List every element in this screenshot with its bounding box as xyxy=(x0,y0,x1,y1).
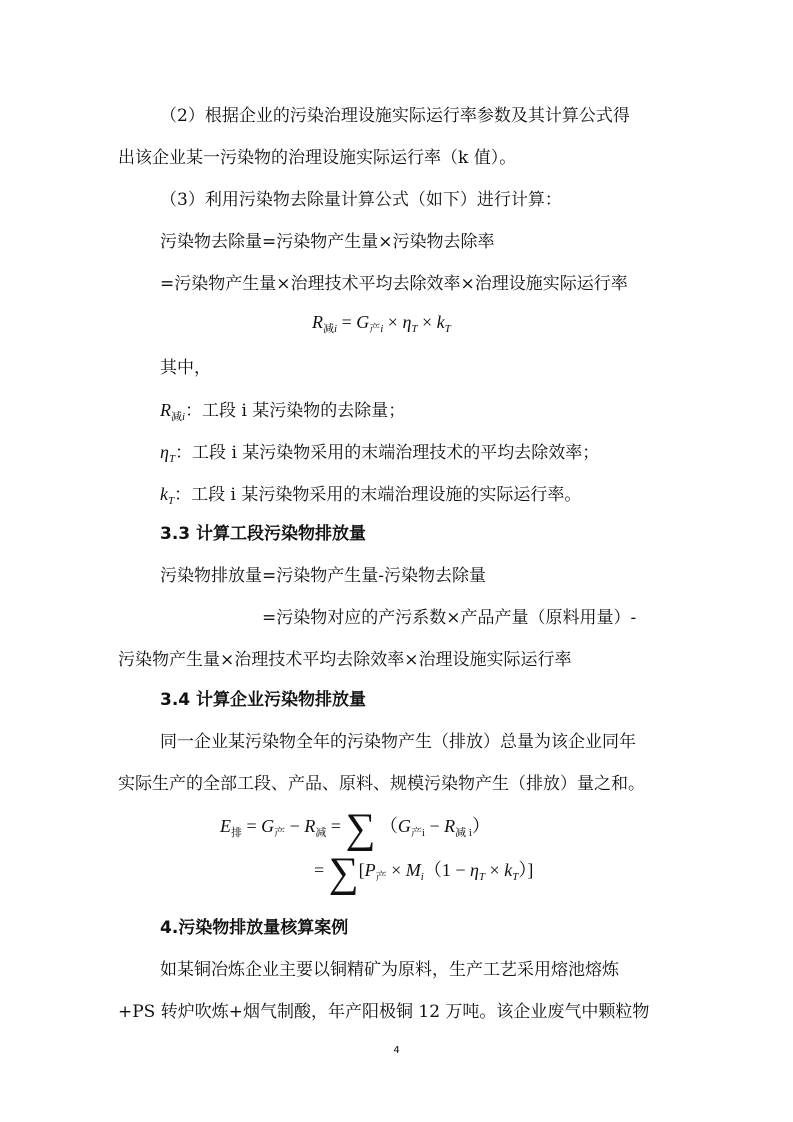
enterprise-formula-line2: = $\sum[P_产 \times M_i(1 - \eta_T \times k_T)]$ xyxy=(314,850,534,896)
case-line2: +PS 转炉吹炼+烟气制酸，年产阳极铜 12 万吨。该企业废气中颗粒物 xyxy=(118,1002,650,1022)
definition-eta: $\eta_T$：工段 i 某污染物采用的末端治理技术的平均去除效率； xyxy=(160,442,600,465)
step3-line: （3）利用污染物去除量计算公式（如下）进行计算： xyxy=(160,190,562,210)
removal-equation-1: 污染物去除量=污染物产生量×污染物去除率 xyxy=(160,232,495,252)
emission-equation-2: =污染物对应的产污系数×产品产量（原料用量）- xyxy=(262,608,637,628)
enterprise-line2: 实际生产的全部工段、产品、原料、规模污染物产生（排放）量之和。 xyxy=(118,774,645,794)
emission-equation-1: 污染物排放量=污染物产生量-污染物去除量 xyxy=(160,566,486,586)
where-label: 其中， xyxy=(160,358,211,378)
heading-4: 4.污染物排放量核算案例 xyxy=(160,918,349,938)
heading-3-3: 3.3 计算工段污染物排放量 xyxy=(160,524,367,544)
case-line1: 如某铜冶炼企业主要以铜精矿为原料，生产工艺采用熔池熔炼 xyxy=(160,960,619,980)
enterprise-formula-line1: $E_排 = G_产 - R_减$ = ∑ $(G_{产i} - R_{减 i})$ xyxy=(220,806,490,852)
definition-R: $R_{减i}$：工段 i 某污染物的去除量； xyxy=(160,400,406,423)
removal-formula: $R_{减i} = G_{产i} \times \eta_T \times k_T$ xyxy=(312,312,451,335)
enterprise-line1: 同一企业某污染物全年的污染物产生（排放）总量为该企业同年 xyxy=(160,732,636,752)
page-number: 4 xyxy=(393,1045,400,1056)
heading-3-4: 3.4 计算企业污染物排放量 xyxy=(160,690,367,710)
definition-k: $k_T$：工段 i 某污染物采用的末端治理设施的实际运行率。 xyxy=(160,484,582,507)
emission-equation-3: 污染物产生量×治理技术平均去除效率×治理设施实际运行率 xyxy=(118,650,572,670)
step2-line1: （2）根据企业的污染治理设施实际运行率参数及其计算公式得 xyxy=(160,106,630,126)
removal-equation-2: =污染物产生量×治理技术平均去除效率×治理设施实际运行率 xyxy=(160,274,628,294)
step2-line2: 出该企业某一污染物的治理设施实际运行率（k 值）。 xyxy=(118,148,517,168)
